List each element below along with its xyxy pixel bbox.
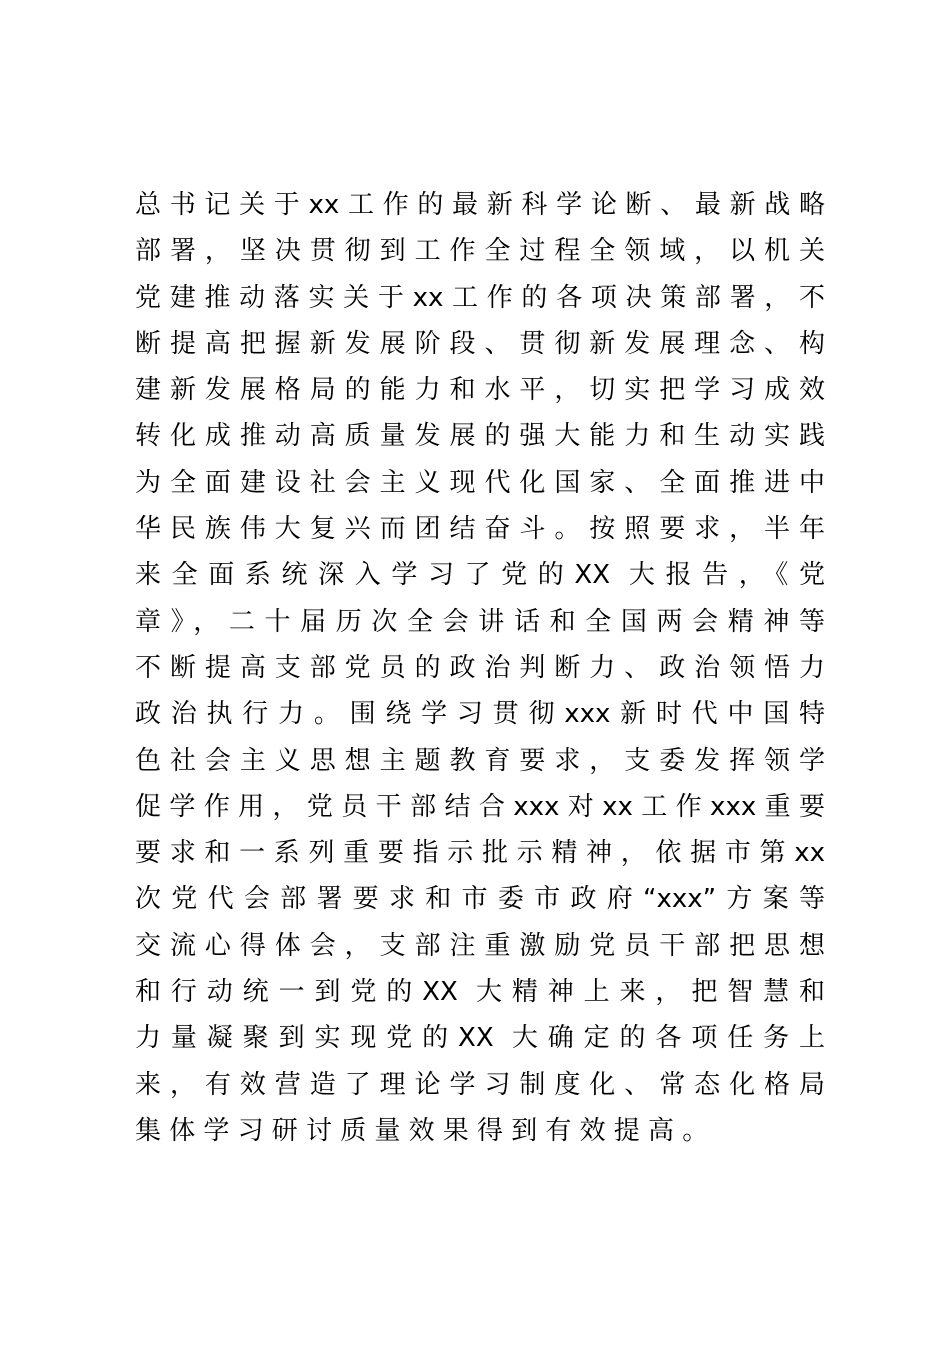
paragraph-line: 断提高把握新发展阶段、贯彻新发展理念、构: [135, 328, 825, 359]
paragraph-line: 不断提高支部党员的政治判断力、政治领悟力: [135, 652, 825, 683]
paragraph-line: 华民族伟大复兴而团结奋斗。按照要求，半年: [135, 514, 825, 545]
paragraph-line: 转化成推动高质量发展的强大能力和生动实践: [135, 421, 825, 452]
paragraph-line: 部署，坚决贯彻到工作全过程全领域，以机关: [135, 236, 825, 267]
paragraph-line: 建新发展格局的能力和水平，切实把学习成效: [135, 375, 825, 406]
paragraph-line: 来全面系统深入学习了党的XX 大报告，《党: [135, 560, 825, 591]
paragraph-line: 和行动统一到党的XX 大精神上来，把智慧和: [135, 977, 825, 1008]
paragraph-line: 总书记关于xx工作的最新科学论断、最新战略: [135, 190, 825, 220]
paragraph-line: 政治执行力。围绕学习贯彻xxx新时代中国特: [135, 699, 825, 730]
paragraph-line: 促学作用，党员干部结合xxx对xx工作xxx重要: [135, 791, 825, 822]
paragraph-line: 集体学习研讨质量效果得到有效提高。: [135, 1115, 717, 1146]
paragraph-line: 次党代会部署要求和市委市政府“xxx”方案等: [135, 884, 825, 915]
paragraph-line: 为全面建设社会主义现代化国家、全面推进中: [135, 467, 825, 498]
paragraph-line: 章》，二十届历次全会讲话和全国两会精神等: [135, 606, 825, 637]
paragraph-line: 力量凝聚到实现党的XX 大确定的各项任务上: [135, 1023, 825, 1054]
paragraph-line: 党建推动落实关于xx工作的各项决策部署，不: [135, 282, 825, 313]
paragraph-line: 要求和一系列重要指示批示精神，依据市第xx: [135, 838, 825, 869]
paragraph-line: 交流心得体会，支部注重激励党员干部把思想: [135, 930, 825, 961]
paragraph-line: 来，有效营造了理论学习制度化、常态化格局: [135, 1069, 825, 1100]
paragraph-line: 色社会主义思想主题教育要求，支委发挥领学: [135, 745, 825, 776]
body-paragraph: [135, 182, 825, 1154]
